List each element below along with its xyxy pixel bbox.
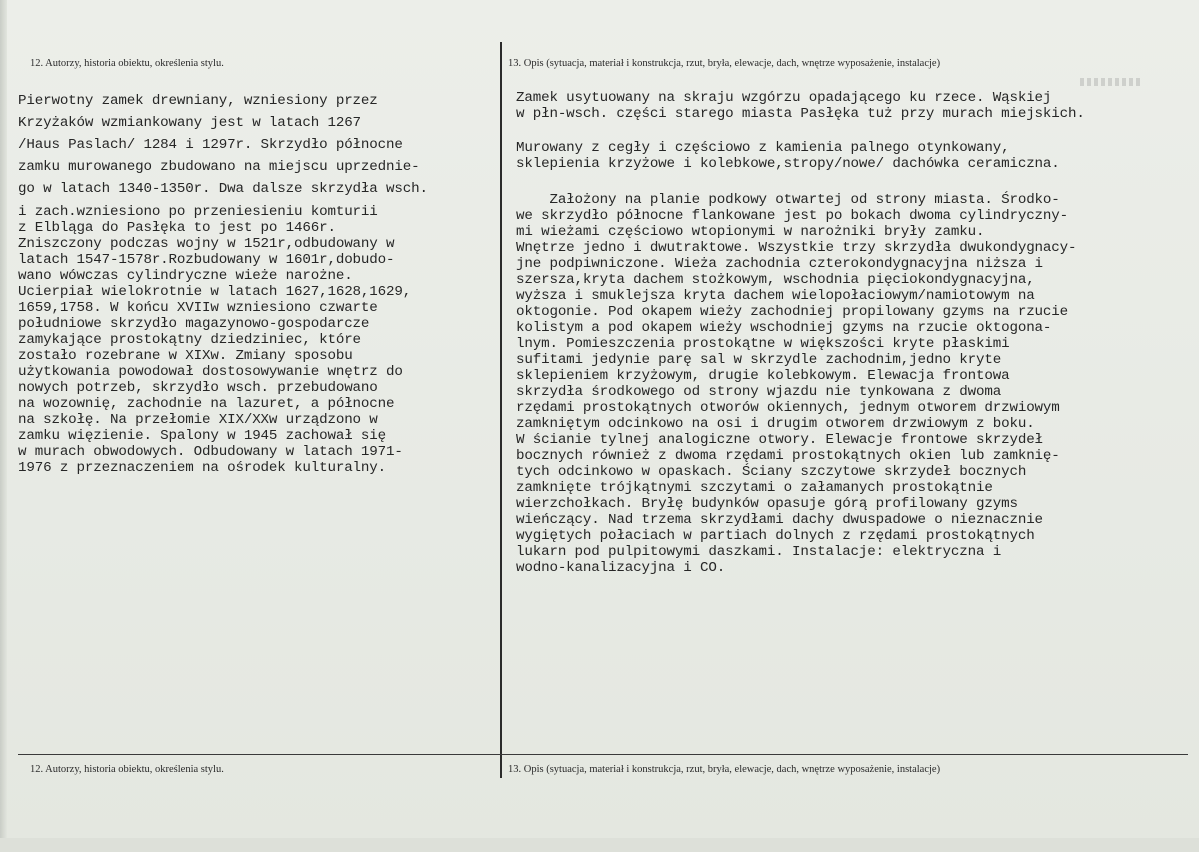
text-line: sklepienia krzyżowe i kolebkowe,stropy/nowe/ dachówka ceramiczna.	[516, 156, 1060, 172]
text-line: lukarn pod pulpitowymi daszkami. Instalacje: elektryczna i	[516, 544, 1002, 560]
text-line: /Haus Paslach/ 1284 i 1297r. Skrzydło północne	[18, 137, 403, 153]
text-line: latach 1547-1578r.Rozbudowany w 1601r,dobudo-	[18, 252, 395, 268]
text-line: szersza,kryta dachem stożkowym, wschodnia pięciokondygnacyjna,	[516, 272, 1035, 288]
text-line: wodno-kanalizacyjna i CO.	[516, 560, 726, 576]
footer-rule	[18, 754, 1188, 755]
text-line: go w latach 1340-1350r. Dwa dalsze skrzydła wsch.	[18, 181, 428, 197]
text-line: Założony na planie podkowy otwartej od strony miasta. Środko-	[516, 192, 1060, 208]
text-line: 1976 z przeznaczeniem na ośrodek kulturalny.	[18, 460, 387, 476]
card-bottom-strip	[0, 838, 1199, 852]
text-line: zamknięte trójkątnymi szczytami o załamanych prostokątnie	[516, 480, 993, 496]
right-column-text	[516, 90, 1196, 576]
text-line: zamku więzienie. Spalony w 1945 zachował się	[18, 428, 387, 444]
right-footer-label: 13. Opis (sytuacja, materiał i konstrukcja, rzut, bryła, elewacje, dach, wnętrze wyposażenie, instalacje)	[508, 764, 941, 775]
text-line: Krzyżaków wzmiankowany jest w latach 1267	[18, 115, 361, 131]
left-column-header: 12. Autorzy, historia obiektu, określenia stylu.	[30, 58, 224, 69]
text-line: lnym. Pomieszczenia prostokątne w większości kryte płaskimi	[516, 336, 1010, 352]
text-line: Zamek usytuowany na skraju wzgórzu opadającego ku rzece. Wąskiej	[516, 90, 1052, 106]
text-line: Murowany z cegły i częściowo z kamienia palnego otynkowany,	[516, 140, 1010, 156]
text-line: skrzydła środkowego od strony wjazdu nie tynkowana z dwoma	[516, 384, 1002, 400]
text-line: na szkołę. Na przełomie XIX/XXw urządzono w	[18, 412, 378, 428]
text-line: zamku murowanego zbudowano na miejscu uprzednie-	[18, 159, 420, 175]
text-line: wyższa i smuklejsza kryta dachem wielopołaciowym/namiotowym na	[516, 288, 1035, 304]
text-line: nowych potrzeb, skrzydło wsch. przebudowano	[18, 380, 378, 396]
text-line: 1659,1758. W końcu XVIIw wzniesiono czwarte	[18, 300, 378, 316]
left-footer-label: 12. Autorzy, historia obiektu, określenia stylu.	[30, 764, 224, 775]
text-line: W ścianie tylnej analogiczne otwory. Elewacje frontowe skrzydeł	[516, 432, 1043, 448]
text-line: w murach obwodowych. Odbudowany w latach 1971-	[18, 444, 403, 460]
card-left-edge	[0, 0, 7, 852]
left-column-text	[18, 90, 513, 476]
text-line: wano wówczas cylindryczne wieże narożne.	[18, 268, 353, 284]
text-line: zamykające prostokątny dziedziniec, które	[18, 332, 361, 348]
text-line: rzędami prostokątnych otworów okiennych, jednym otworem drzwiowym	[516, 400, 1060, 416]
text-line: zostało rozebrane w XIXw. Zmiany sposobu	[18, 348, 353, 364]
text-line: w płn-wsch. części starego miasta Pasłęka tuż przy murach miejskich.	[516, 106, 1085, 122]
text-line: sufitami jedynie parę sal w skrzydle zachodnim,jedno kryte	[516, 352, 1002, 368]
text-line: Zniszczony podczas wojny w 1521r,odbudowany w	[18, 236, 395, 252]
text-line: mi wieżami częściowo wtopionymi w narożniki bryły zamku.	[516, 224, 985, 240]
text-line: z Elbląga do Pasłęka to jest po 1466r.	[18, 220, 336, 236]
text-line: Pierwotny zamek drewniany, wzniesiony przez	[18, 93, 378, 109]
text-line: Wnętrze jedno i dwutraktowe. Wszystkie trzy skrzydła dwukondygnacy-	[516, 240, 1077, 256]
text-line: użytkowania powodował dostosowywanie wnętrz do	[18, 364, 403, 380]
text-line: południowe skrzydło magazynowo-gospodarcze	[18, 316, 370, 332]
text-line: wierzchołkach. Bryłę budynków opasuje górą profilowany gzyms	[516, 496, 1018, 512]
text-line: na wozownię, zachodnie na lazuret, a północne	[18, 396, 395, 412]
text-line: we skrzydło północne flankowane jest po bokach dwoma cylindryczny-	[516, 208, 1069, 224]
text-line: bocznych również z dwoma rzędami prostokątnych okien lub zamknię-	[516, 448, 1060, 464]
text-line: kolistym a pod okapem wieży wschodniej gzyms na rzucie oktogona-	[516, 320, 1052, 336]
text-line: i zach.wzniesiono po przeniesieniu komturii	[18, 204, 378, 220]
faint-smudge	[1080, 78, 1140, 86]
text-line: wygiętych połaciach w partiach dolnych z rzędami prostokątnych	[516, 528, 1035, 544]
text-line: jne podpiwniczone. Wieża zachodnia czterokondygnacyjna niższa i	[516, 256, 1043, 272]
text-line: wieńczący. Nad trzema skrzydłami dachy dwuspadowe o nieznacznie	[516, 512, 1043, 528]
text-line: sklepieniem krzyżowym, drugie kolebkowym. Elewacja frontowa	[516, 368, 1010, 384]
text-line: tych odcinkowo w opaskach. Ściany szczytowe skrzydeł bocznych	[516, 464, 1027, 480]
text-line: Ucierpiał wielokrotnie w latach 1627,1628,1629,	[18, 284, 412, 300]
text-line: oktogonie. Pod okapem wieży zachodniej propilowany gzyms na rzucie	[516, 304, 1069, 320]
right-column-header: 13. Opis (sytuacja, materiał i konstrukcja, rzut, bryła, elewacje, dach, wnętrze wyposażenie, instalacje)	[508, 58, 941, 69]
text-line: zamkniętym odcinkowo na osi i drugim otworem drzwiowym z boku.	[516, 416, 1035, 432]
